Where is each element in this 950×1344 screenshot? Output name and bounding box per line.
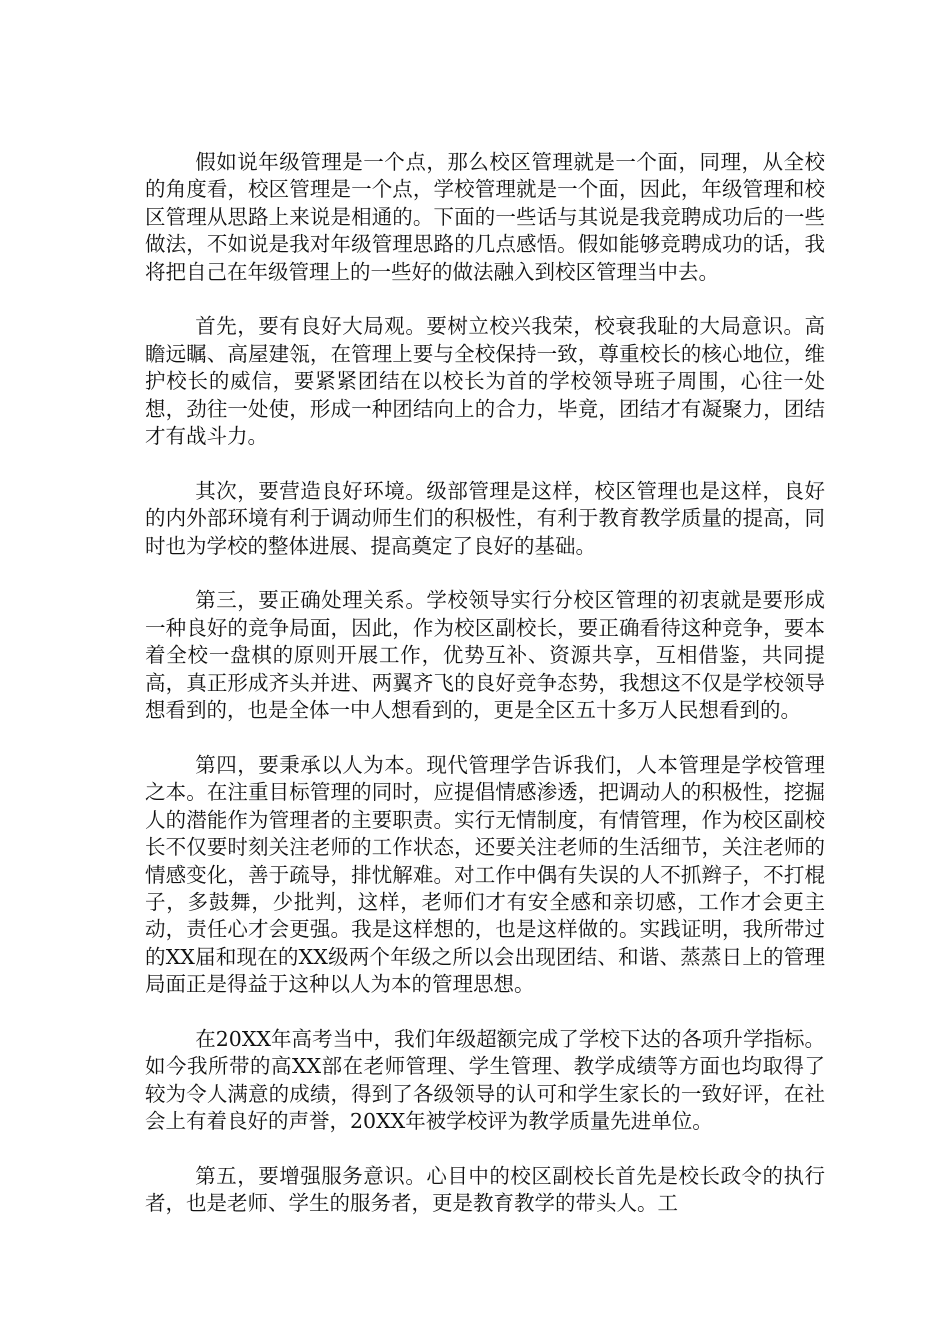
document-body	[145, 149, 825, 1245]
paragraph-3: 其次，要营造良好环境。级部管理是这样，校区管理也是这样，良好的内外部环境有利于调动师生们的积极性，有利于教育教学质量的提高，同时也为学校的整体进展、提高奠定了良好的基础。	[145, 478, 825, 558]
paragraph-7: 第五，要增强服务意识。心目中的校区副校长首先是校长政令的执行者，也是老师、学生的服务者，更是教育教学的带头人。工	[145, 1163, 825, 1216]
paragraph-4: 第三，要正确处理关系。学校领导实行分校区管理的初衷就是要形成一种良好的竞争局面，因此，作为校区副校长，要正确看待这种竞争，要本着全校一盘棋的原则开展工作，优势互补、资源共享，互相借鉴，共同提高，真正形成齐头并进、两翼齐飞的良好竞争态势，我想这不仅是学校领导想看到的，也是全体一中人想看到的，更是全区五十多万人民想看到的。	[145, 588, 825, 723]
paragraph-2: 首先，要有良好大局观。要树立校兴我荣，校衰我耻的大局意识。高瞻远瞩、高屋建瓴，在管理上要与全校保持一致，尊重校长的核心地位，维护校长的威信，要紧紧团结在以校长为首的学校领导班子周围，心往一处想，劲往一处使，形成一种团结向上的合力，毕竟，团结才有凝聚力，团结才有战斗力。	[145, 314, 825, 449]
paragraph-6: 在20XX年高考当中，我们年级超额完成了学校下达的各项升学指标。如今我所带的高XX部在老师管理、学生管理、教学成绩等方面也均取得了较为令人满意的成绩，得到了各级领导的认可和学生家长的一致好评，在社会上有着良好的声誉，20XX年被学校评为教学质量先进单位。	[145, 1026, 825, 1134]
paragraph-1: 假如说年级管理是一个点，那么校区管理就是一个面，同理，从全校的角度看，校区管理是一个点，学校管理就是一个面，因此，年级管理和校区管理从思路上来说是相通的。下面的一些话与其说是我竞聘成功后的一些做法，不如说是我对年级管理思路的几点感悟。假如能够竞聘成功的话，我将把自己在年级管理上的一些好的做法融入到校区管理当中去。	[145, 150, 825, 284]
paragraph-5: 第四，要秉承以人为本。现代管理学告诉我们，人本管理是学校管理之本。在注重目标管理的同时，应提倡情感渗透，把调动人的积极性，挖掘人的潜能作为管理者的主要职责。实行无情制度，有情管理，作为校区副校长不仅要时刻关注老师的工作状态，还要关注老师的生活细节，关注老师的情感变化，善于疏导，排忧解难。对工作中偶有失误的人不抓辫子，不打棍子，多鼓舞，少批判，这样，老师们才有安全感和亲切感，工作才会更主动，责任心才会更强。我是这样想的，也是这样做的。实践证明，我所带过的XX届和现在的XX级两个年级之所以会出现团结、和谐、蒸蒸日上的管理局面正是得益于这种以人为本的管理思想。	[145, 752, 825, 997]
